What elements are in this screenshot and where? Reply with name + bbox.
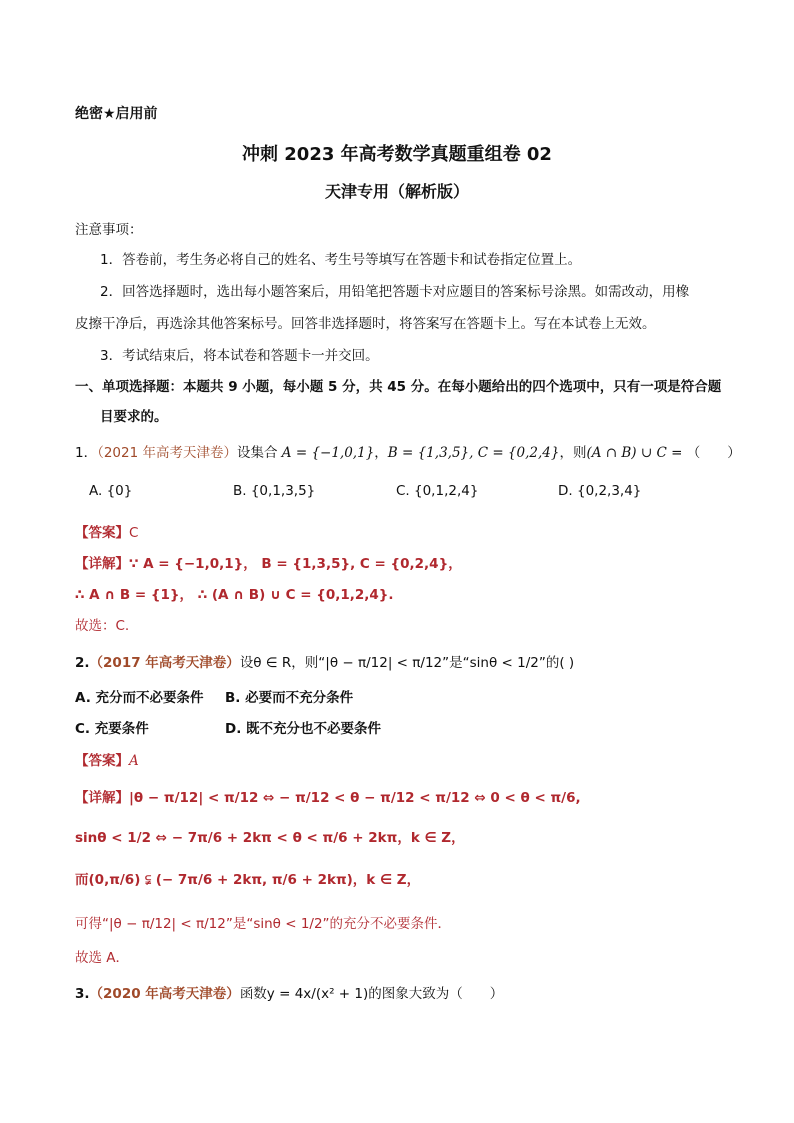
question-source: （2017 年高考天津卷） xyxy=(89,655,240,671)
question-1-detail-line-2: ∴ A ∩ B = {1}， ∴ (A ∩ B) ∪ C = {0,1,2,4}. xyxy=(75,587,394,603)
question-2-detail-line-1 xyxy=(75,786,581,806)
section-heading-line-2: 目要求的。 xyxy=(100,409,168,425)
question-1-stem xyxy=(75,441,741,461)
question-number: 3. xyxy=(75,986,90,1002)
question-2-detail-line-3: 而(0,π/6) ⫋ (− 7π/6 + 2kπ, π/6 + 2kπ)，k ∈ Z， xyxy=(75,872,421,888)
set-b-c: B = {1,3,5}, C = {0,2,4} xyxy=(387,445,560,461)
stem-text: ，则 xyxy=(559,445,587,461)
question-2-option-c: C. 充要条件 xyxy=(75,721,149,737)
stem-text: 函数y = 4x/(x² + 1)的图象大致为（ ） xyxy=(239,986,504,1002)
question-2-option-a: A. 充分而不必要条件 xyxy=(75,690,204,706)
stem-text: 设θ ∈ R，则“|θ − π/12| < π/12”是“sinθ < 1/2”的( ) xyxy=(239,655,575,671)
detail-text: ∵ A = {−1,0,1}， B = {1,3,5}, C = {0,2,4}， xyxy=(129,556,462,572)
notes-item-2-line-2: 皮擦干净后，再选涂其他答案标号。回答非选择题时，将答案写在答题卡上。写在本试卷上无效。 xyxy=(75,316,656,332)
secret-label: 绝密★启用前 xyxy=(75,106,158,122)
answer-label: 【答案】 xyxy=(75,753,129,769)
answer-value: A xyxy=(129,753,139,769)
question-1-answer xyxy=(75,521,138,541)
question-2-option-b: B. 必要而不充分条件 xyxy=(225,690,354,706)
question-2-option-d: D. 既不充分也不必要条件 xyxy=(225,721,382,737)
page-subtitle: 天津专用（解析版） xyxy=(324,182,469,201)
question-3-stem xyxy=(75,982,503,1002)
notes-heading: 注意事项： xyxy=(75,222,143,238)
question-2-detail-line-2: sinθ < 1/2 ⇔ − 7π/6 + 2kπ < θ < π/6 + 2kπ，k ∈ Z， xyxy=(75,830,465,846)
question-source: （2020 年高考天津卷） xyxy=(89,986,240,1002)
question-1-detail-line-1 xyxy=(75,552,462,572)
stem-text: 设集合 xyxy=(237,445,282,461)
section-heading-line-1: 一、单项选择题：本题共 9 小题，每小题 5 分，共 45 分。在每小题给出的四个选项中，只有一项是符合题 xyxy=(75,379,722,395)
question-number: 2. xyxy=(75,655,90,671)
question-source: （2021 年高考天津卷） xyxy=(97,445,237,461)
question-1-option-c: C. {0,1,2,4} xyxy=(396,483,479,499)
answer-label: 【答案】 xyxy=(75,525,129,541)
notes-item-3: 3．考试结束后，将本试卷和答题卡一并交回。 xyxy=(100,348,379,364)
question-2-answer xyxy=(75,749,139,769)
question-1-option-b: B. {0,1,3,5} xyxy=(233,483,316,499)
notes-item-2-line-1: 2．回答选择题时，选出每小题答案后，用铅笔把答题卡对应题目的答案标号涂黑。如需改动，用橡 xyxy=(100,284,690,300)
question-1-option-d: D. {0,2,3,4} xyxy=(558,483,642,499)
question-2-detail-line-4: 可得“|θ − π/12| < π/12”是“sinθ < 1/2”的充分不必要条件． xyxy=(75,916,452,932)
notes-item-1: 1．答卷前，考生务必将自己的姓名、考生号等填写在答题卡和试卷指定位置上。 xyxy=(100,252,582,268)
stem-text: = （ ） xyxy=(666,445,741,461)
question-1-choose: 故选：C. xyxy=(75,618,130,634)
question-number: 1． xyxy=(75,445,98,461)
page-title: 冲刺 2023 年高考数学真题重组卷 02 xyxy=(242,144,552,165)
set-a: A = {−1,0,1} xyxy=(281,445,375,461)
question-2-choose: 故选 A． xyxy=(75,950,130,966)
separator: ， xyxy=(374,445,388,461)
detail-label: 【详解】 xyxy=(75,790,129,806)
question-2-stem xyxy=(75,651,574,671)
question-1-option-a: A. {0} xyxy=(89,483,133,499)
answer-value: C xyxy=(129,525,139,541)
set-expression: (A ∩ B) ∪ C xyxy=(586,445,667,461)
detail-label: 【详解】 xyxy=(75,556,129,572)
detail-text: |θ − π/12| < π/12 ⇔ − π/12 < θ − π/12 < π/12 ⇔ 0 < θ < π/6, xyxy=(129,790,581,806)
